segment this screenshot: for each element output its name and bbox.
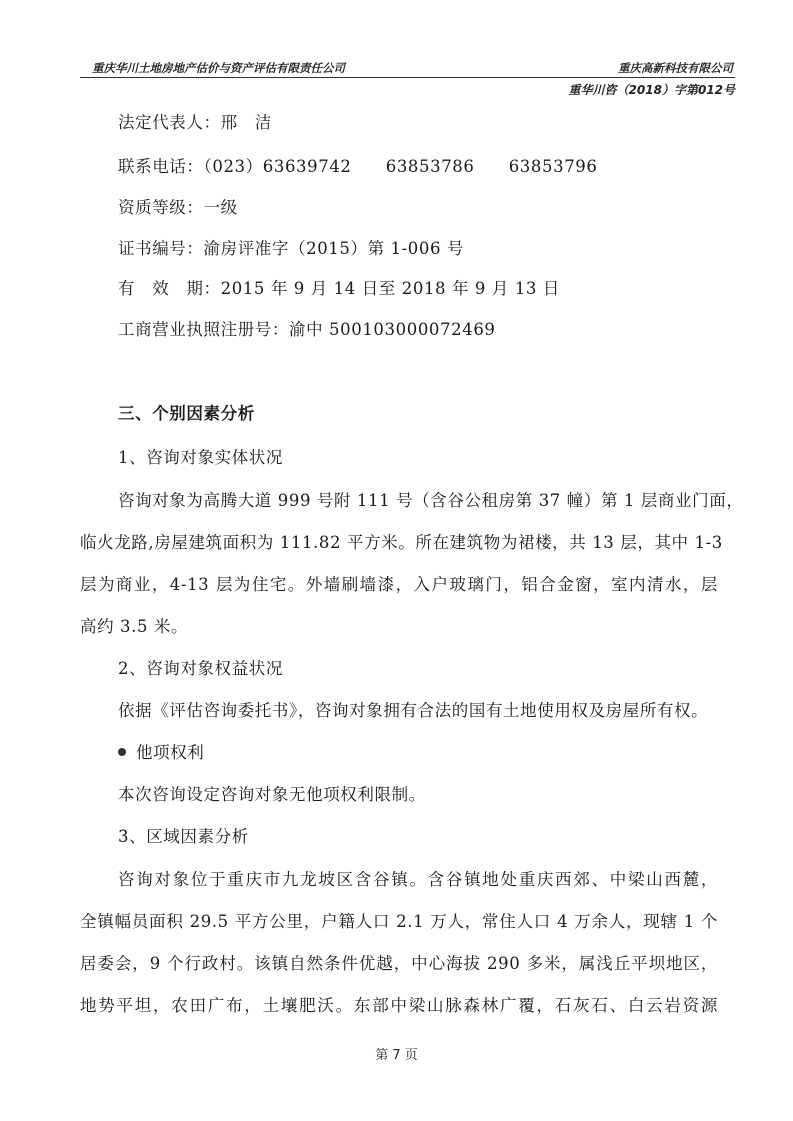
paragraph-line: 层为商业，4-13 层为住宅。外墙刷墙漆，入户玻璃门，铝合金窗，室内清水，层	[80, 575, 718, 594]
header-divider	[80, 77, 735, 78]
paragraph-line: 全镇幅员面积 29.5 平方公里，户籍人口 2.1 万人，常住人口 4 万余人，现辖 1 个	[80, 912, 718, 931]
subsection-1-title: 1、咨询对象实体状况	[118, 448, 283, 467]
paragraph-line: 咨询对象为高腾大道 999 号附 111 号（含谷公租房第 37 幢）第 1 层商业门面，	[118, 491, 744, 510]
rights-paragraph: 依据《评估咨询委托书》，咨询对象拥有合法的国有土地使用权及房屋所有权。	[118, 701, 709, 720]
paragraph-line: 临火龙路,房屋建筑面积为 111.82 平方米。所在建筑物为裙楼，共 13 层，其中 1-3	[80, 533, 723, 552]
contact-phone: 联系电话：（023）63639742 63853786 63853796	[118, 157, 598, 176]
header-company-left: 重庆华川土地房地产估价与资产评估有限责任公司	[92, 61, 345, 75]
other-rights-paragraph: 本次咨询设定咨询对象无他项权利限制。	[118, 785, 426, 804]
page-number: 第 7 页	[375, 1048, 418, 1063]
other-rights-heading	[118, 739, 204, 763]
header-document-number: 重华川咨（2018）字第012号	[568, 83, 735, 97]
subsection-3-title: 3、区域因素分析	[118, 827, 249, 846]
other-rights-label: 他项权利	[136, 743, 205, 762]
paragraph-line: 高约 3.5 米。	[80, 617, 189, 636]
header-company-right: 重庆高新科技有限公司	[618, 61, 733, 75]
paragraph-line: 咨询对象位于重庆市九龙坡区含谷镇。含谷镇地处重庆西郊、中梁山西麓，	[118, 870, 718, 889]
business-registration: 工商营业执照注册号：渝中 500103000072469	[118, 320, 496, 339]
qualification-level: 资质等级：一级	[118, 198, 238, 217]
legal-representative: 法定代表人：邢 洁	[118, 113, 272, 132]
bullet-icon	[118, 748, 126, 756]
subsection-2-title: 2、咨询对象权益状况	[118, 659, 283, 678]
paragraph-line: 地势平坦，农田广布，土壤肥沃。东部中梁山脉森林广覆，石灰石、白云岩资源	[80, 996, 718, 1015]
section-title: 三、个别因素分析	[118, 404, 255, 423]
validity-period: 有 效 期：2015 年 9 月 14 日至 2018 年 9 月 13 日	[118, 279, 560, 298]
certificate-number: 证书编号：渝房评准字（2015）第 1-006 号	[118, 239, 465, 258]
paragraph-line: 居委会，9 个行政村。该镇自然条件优越，中心海拔 290 多米，属浅丘平坝地区，	[80, 954, 718, 973]
